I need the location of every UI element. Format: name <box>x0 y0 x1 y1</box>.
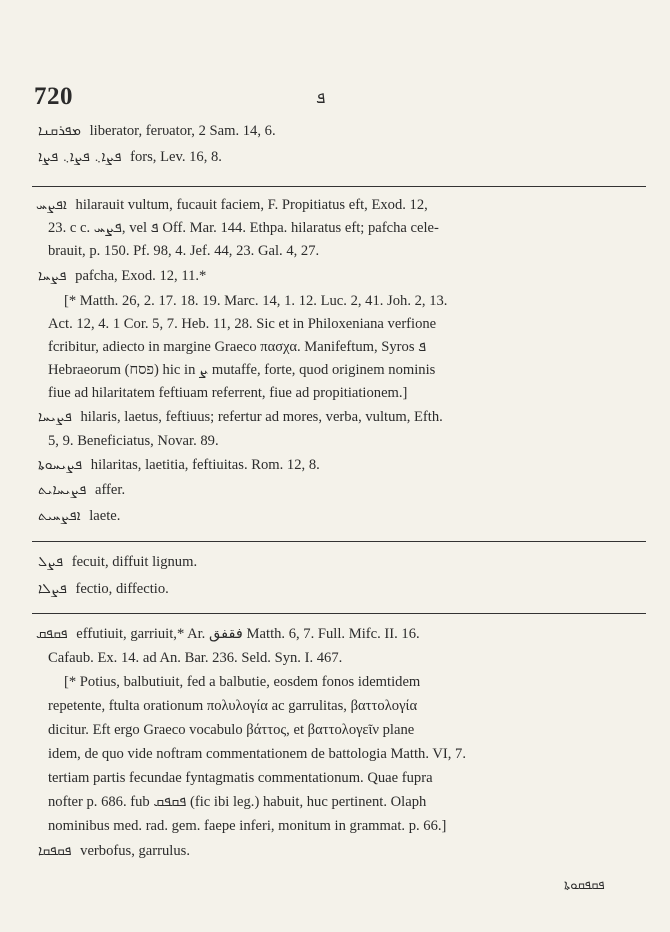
entry-affer <box>38 481 125 499</box>
entry-hilarauit <box>36 196 428 214</box>
syriac-headword: ܦܩܦܩܐ <box>38 843 72 859</box>
entry-pafcha <box>38 267 206 285</box>
note-line: dicitur. Eft ergo Graeco vocabulo βάττος, et βαττολογεῖν plane <box>48 722 415 738</box>
section-divider <box>32 541 646 542</box>
note-line: Act. 12, 4. 1 Cor. 5, 7. Heb. 11, 28. Sic et in Philoxeniana verfione <box>48 316 437 332</box>
entry-hilaritas <box>38 456 320 474</box>
syriac-headword: ܡܦܪܩܢܐ <box>38 123 81 139</box>
note-line: tertiam partis fecundae fyntagmatis commentationum. Quae fupra <box>48 770 433 786</box>
entry-gloss: fors, Lev. 16, 8. <box>130 149 222 165</box>
entry-gloss: fecuit, diffuit lignum. <box>71 554 198 570</box>
syriac-headword: ܦܨܐ܆ ܦܨܐ܆ ܦܨܐ <box>38 149 122 165</box>
syriac-headword: ܐܦܨܚܝܬ <box>38 508 81 524</box>
entry-continuation: 5, 9. Beneficiatus, Novar. 89. <box>48 433 219 449</box>
entry-fors <box>38 148 222 166</box>
note-line: nofter p. 686. fub ܦܩܦܩ (fic ibi leg.) habuit, huc pertinent. Olaph <box>48 794 427 810</box>
page-number: 720 <box>34 83 73 110</box>
entry-continuation: Cafaub. Ex. 14. ad An. Bar. 236. Seld. Syn. I. 467. <box>48 650 343 666</box>
note-line: [* Matth. 26, 2. 17. 18. 19. Marc. 14, 1. 12. Luc. 2, 41. Joh. 2, 13. <box>64 293 448 309</box>
syriac-headword: ܦܨܠܐ <box>38 581 67 597</box>
catchword: ܦܩܦܩܘܬܐ <box>564 878 605 893</box>
note-line: idem, de quo vide noftram commentationem de battologia Matth. VI, 7. <box>48 746 466 762</box>
entry-gloss: laete. <box>89 508 121 524</box>
section-divider <box>32 613 646 614</box>
entry-gloss: hilarauit vultum, fucauit faciem, F. Propitiatus eft, Exod. 12, <box>75 197 428 213</box>
entry-hilaris <box>38 408 443 426</box>
entry-gloss: hilaritas, laetitia, feftiuitas. Rom. 12, 8. <box>90 457 320 473</box>
note-line: [* Potius, balbutiuit, fed a balbutie, eosdem fonos idemtidem <box>64 674 421 690</box>
syriac-headword: ܦܩܦܩ <box>36 626 68 642</box>
note-line: repetente, ftulta orationum πολυλογία ac garrulitas, βαττολογία <box>48 698 418 714</box>
syriac-headword: ܦܨܝܚܐܝܬ <box>38 482 87 498</box>
note-line: fcribitur, adiecto in margine Graeco πασχα. Manifeftum, Syros ܦ <box>48 339 427 355</box>
note-line: fiue ad hilaritatem feftiuam referrent, fiue ad propitiationem.] <box>48 385 408 401</box>
note-line: nominibus med. rad. gem. faepe inferi, monitum in grammat. p. 66.] <box>48 818 447 834</box>
entry-gloss: effutiuit, garriuit,* Ar. فقفق Matth. 6, 7. Full. Mifc. II. 16. <box>76 626 420 642</box>
entry-verbofus <box>38 842 190 860</box>
note-line: Hebraeorum (פסח) hic in ܨ mutaffe, forte, quod originem nominis <box>48 362 436 378</box>
syriac-headword: ܦܨܚܐ <box>38 268 67 284</box>
entry-gloss: hilaris, laetus, feftiuus; refertur ad mores, verba, vultum, Efth. <box>80 409 443 425</box>
section-divider <box>32 186 646 187</box>
entry-gloss: verbofus, garrulus. <box>80 843 190 859</box>
entry-fecuit <box>38 553 197 571</box>
entry-liberator <box>38 122 276 140</box>
syriac-headword: ܦܨܝܚܘܬܐ <box>38 457 83 473</box>
entry-gloss: pafcha, Exod. 12, 11.* <box>75 268 207 284</box>
running-header-letter: ܦ <box>316 88 326 107</box>
entry-gloss: liberator, ferυator, 2 Sam. 14, 6. <box>89 123 276 139</box>
syriac-headword: ܦܨܝܚܐ <box>38 409 72 425</box>
entry-gloss: affer. <box>94 482 126 498</box>
syriac-headword: ܐܦܨܚ <box>36 197 67 213</box>
syriac-headword: ܦܨܠ <box>38 554 64 570</box>
entry-continuation: 23. c c. ܦܨܚ, vel ܦ Off. Mar. 144. Ethpa. hilaratus eft; pafcha cele- <box>48 220 439 236</box>
entry-effutiuit <box>36 625 420 643</box>
entry-continuation: brauit, p. 150. Pf. 98, 4. Jef. 44, 23. Gal. 4, 27. <box>48 243 320 259</box>
entry-laete <box>38 507 120 525</box>
entry-gloss: fectio, diffectio. <box>75 581 169 597</box>
entry-fectio <box>38 580 169 598</box>
